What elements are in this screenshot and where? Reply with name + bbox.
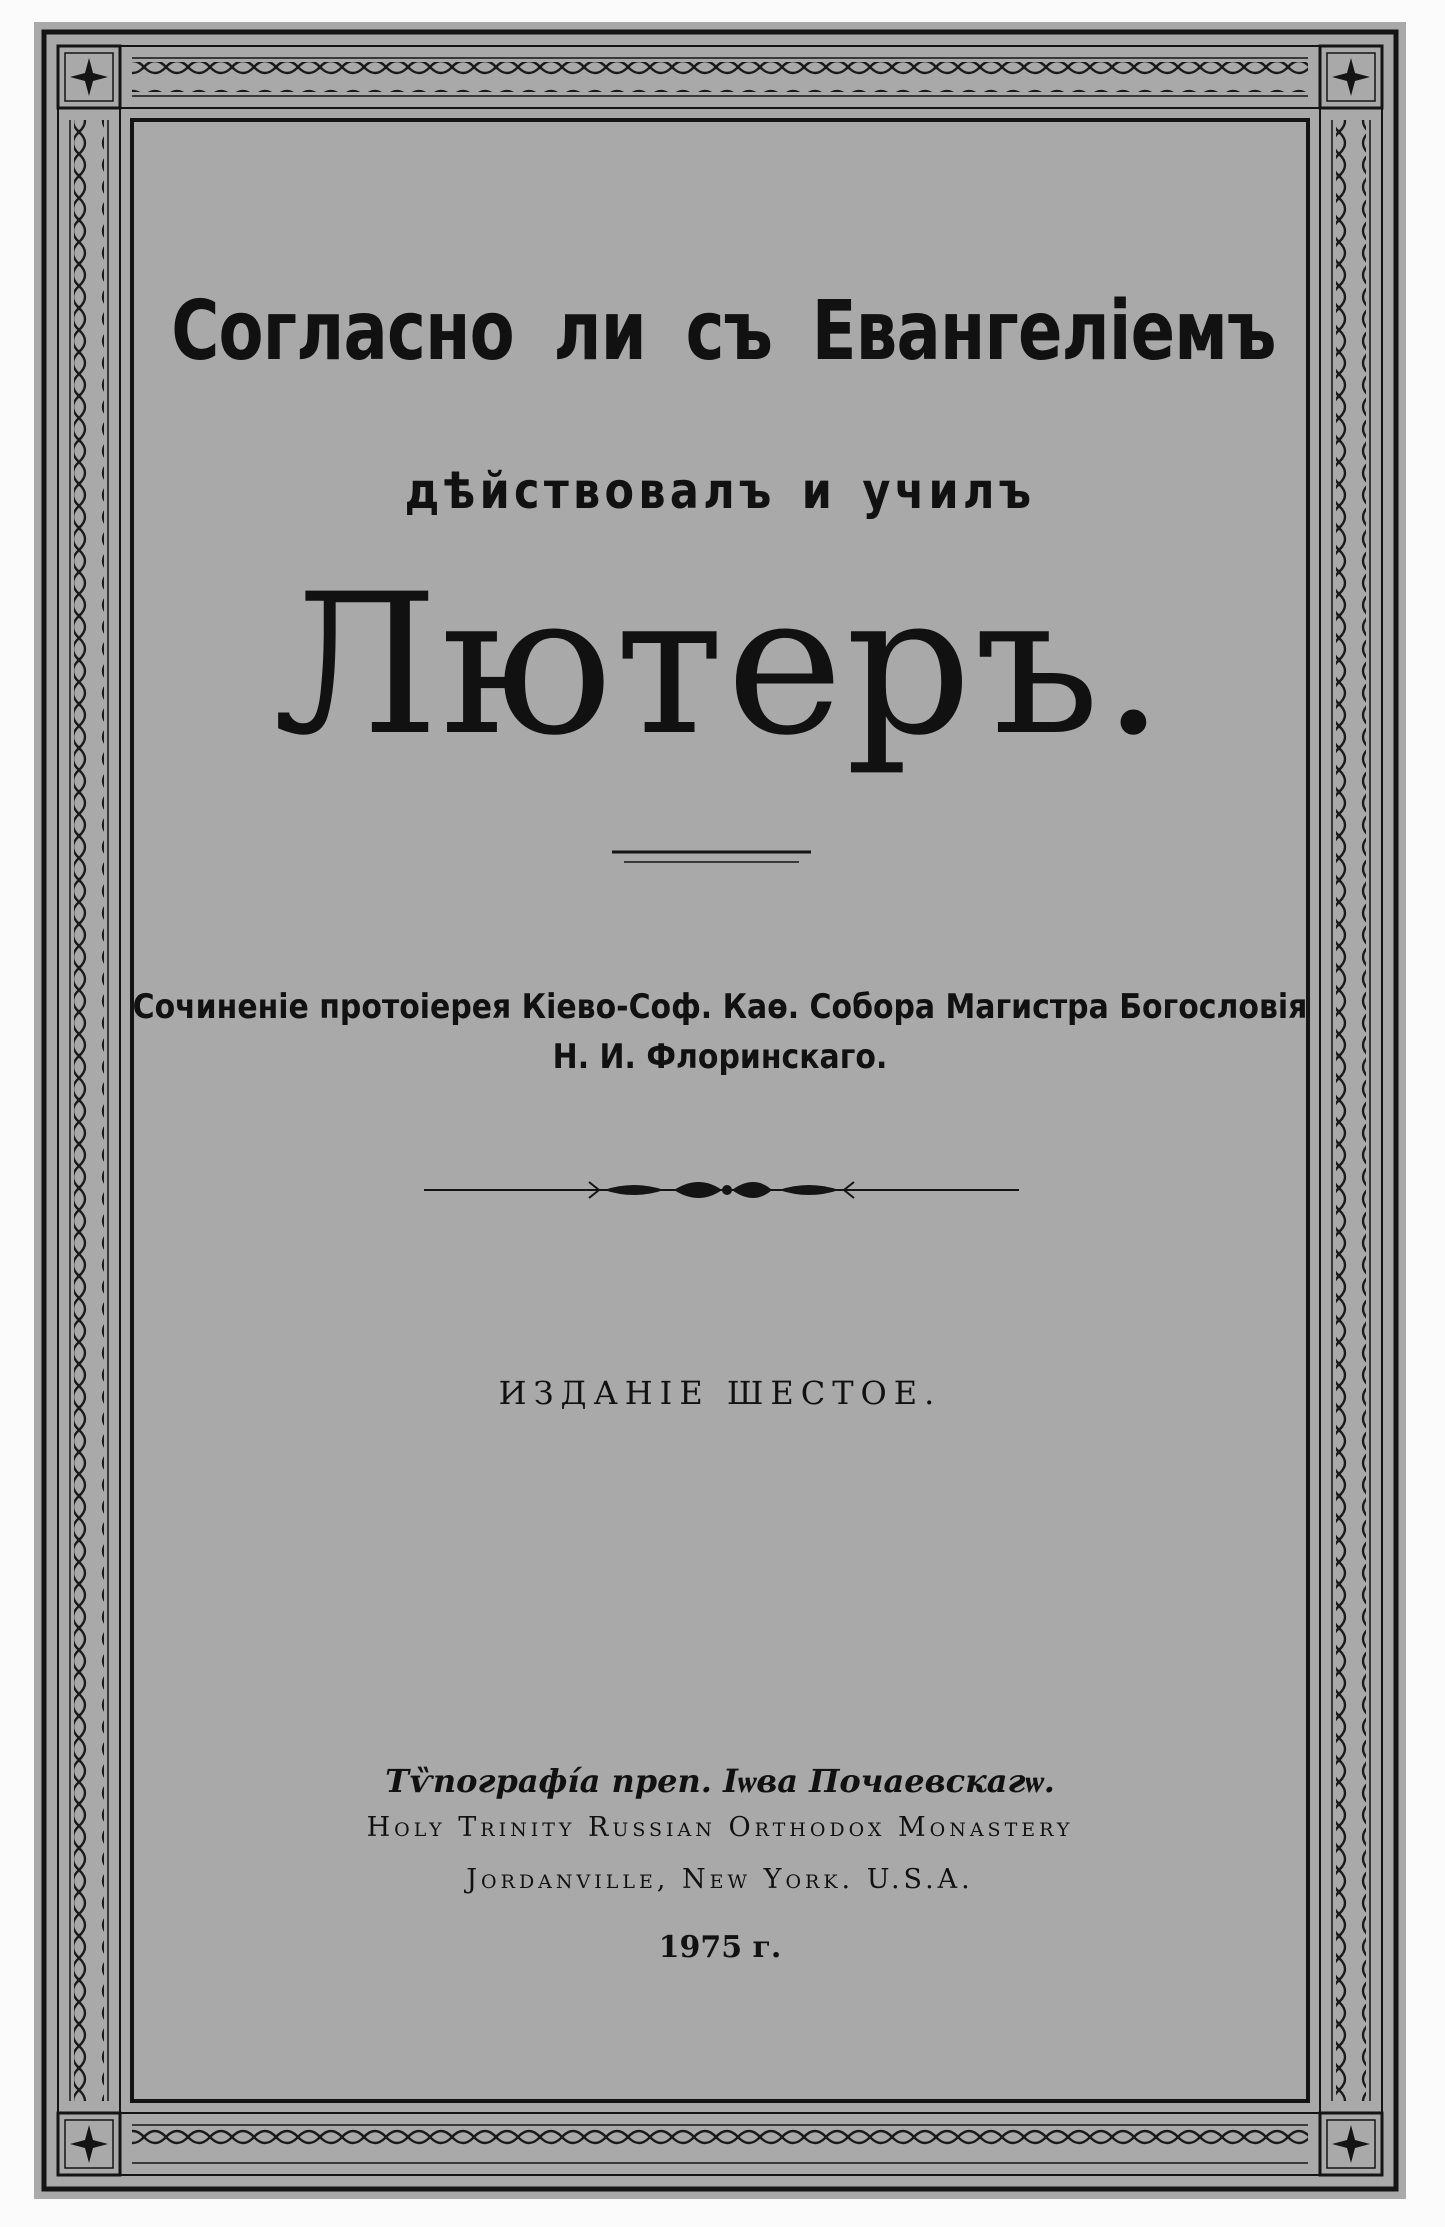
author-line-2: Н. И. Флоринскаго. xyxy=(552,1037,888,1077)
title-page xyxy=(34,22,1406,2199)
title-line-2: дѣйствовалъ и училъ xyxy=(404,462,1036,520)
title-line-3: Лютеръ. xyxy=(273,552,1167,778)
press-name: Тѷпографі́а преп. Іѡва Почаевскагѡ. xyxy=(385,1762,1055,1800)
publication-place: Jordanville, New York. U.S.A. xyxy=(466,1864,974,1895)
edition-label: ИЗДАНІЕ ШЕСТОЕ. xyxy=(498,1374,942,1412)
author-line-1: Сочиненіе протоіерея Кіево-Соф. Каѳ. Собора Магистра Богословія xyxy=(132,987,1308,1027)
title-line-1: Согласно ли съ Евангеліемъ xyxy=(171,284,1276,379)
author-credit xyxy=(116,982,1323,1082)
monastery-name: Holy Trinity Russian Orthodox Monastery xyxy=(366,1812,1074,1843)
publication-year: 1975 г. xyxy=(658,1930,782,1965)
